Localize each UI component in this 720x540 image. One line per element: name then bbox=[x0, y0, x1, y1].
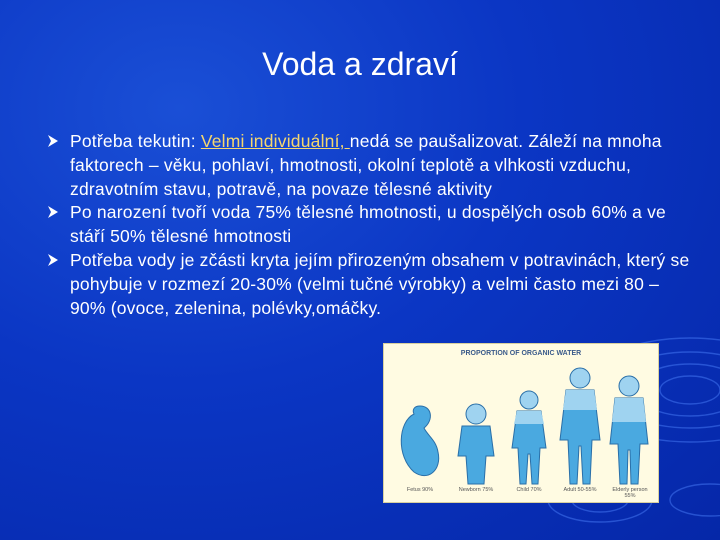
organic-water-figure bbox=[383, 343, 659, 503]
figure-label-newborn: Newborn 75% bbox=[458, 487, 494, 493]
bullet-text: Po narození tvoří voda 75% tělesné hmotnosti, u dospělých osob 60% a ve stáří 50% tělesné hmotnosti bbox=[70, 202, 666, 247]
bullet-text: Potřeba vody je zčásti kryta jejím přirozeným obsahem v potravinách, který se pohybuje v rozmezí 20-30% (velmi tučné výrobky) a velmi často mezi 80 – 90% (ovoce, zelenina, polévky,omáčky. bbox=[70, 249, 690, 318]
bullet-list bbox=[46, 130, 696, 320]
arrowhead-bullet-icon bbox=[46, 202, 60, 222]
arrowhead-bullet-icon bbox=[46, 250, 60, 270]
bullet-item bbox=[46, 201, 696, 249]
figure-label-adult: Adult 50-55% bbox=[563, 487, 597, 493]
elderly-figure bbox=[610, 376, 648, 484]
slide-title: Voda a zdraví bbox=[262, 46, 458, 82]
bullet-item bbox=[46, 249, 696, 320]
body-water-illustration bbox=[384, 344, 658, 502]
bullet-item bbox=[46, 130, 696, 201]
bullet-lead-text: Potřeba tekutin: bbox=[70, 131, 201, 151]
child-figure bbox=[512, 391, 546, 484]
arrowhead-bullet-icon bbox=[46, 131, 60, 151]
adult-figure bbox=[560, 368, 600, 484]
figure-label-child: Child 70% bbox=[516, 487, 542, 493]
figure-caption: PROPORTION OF ORGANIC WATER bbox=[460, 350, 582, 357]
figure-label-fetus: Fetus 90% bbox=[406, 487, 434, 493]
fetus-figure bbox=[401, 406, 438, 476]
figure-label-elderly: Elderly person 55% bbox=[612, 487, 648, 499]
newborn-figure bbox=[458, 404, 494, 484]
bullet-text: nedá se paušalizovat. Záleží na mnoha faktorech – věku, pohlaví, hmotnosti, okolní teplotě a vlhkosti vzduchu, zdravotním stavu, potravě, na povaze tělesné aktivity bbox=[70, 131, 662, 199]
highlighted-link-text[interactable]: Velmi individuální, bbox=[200, 131, 350, 151]
